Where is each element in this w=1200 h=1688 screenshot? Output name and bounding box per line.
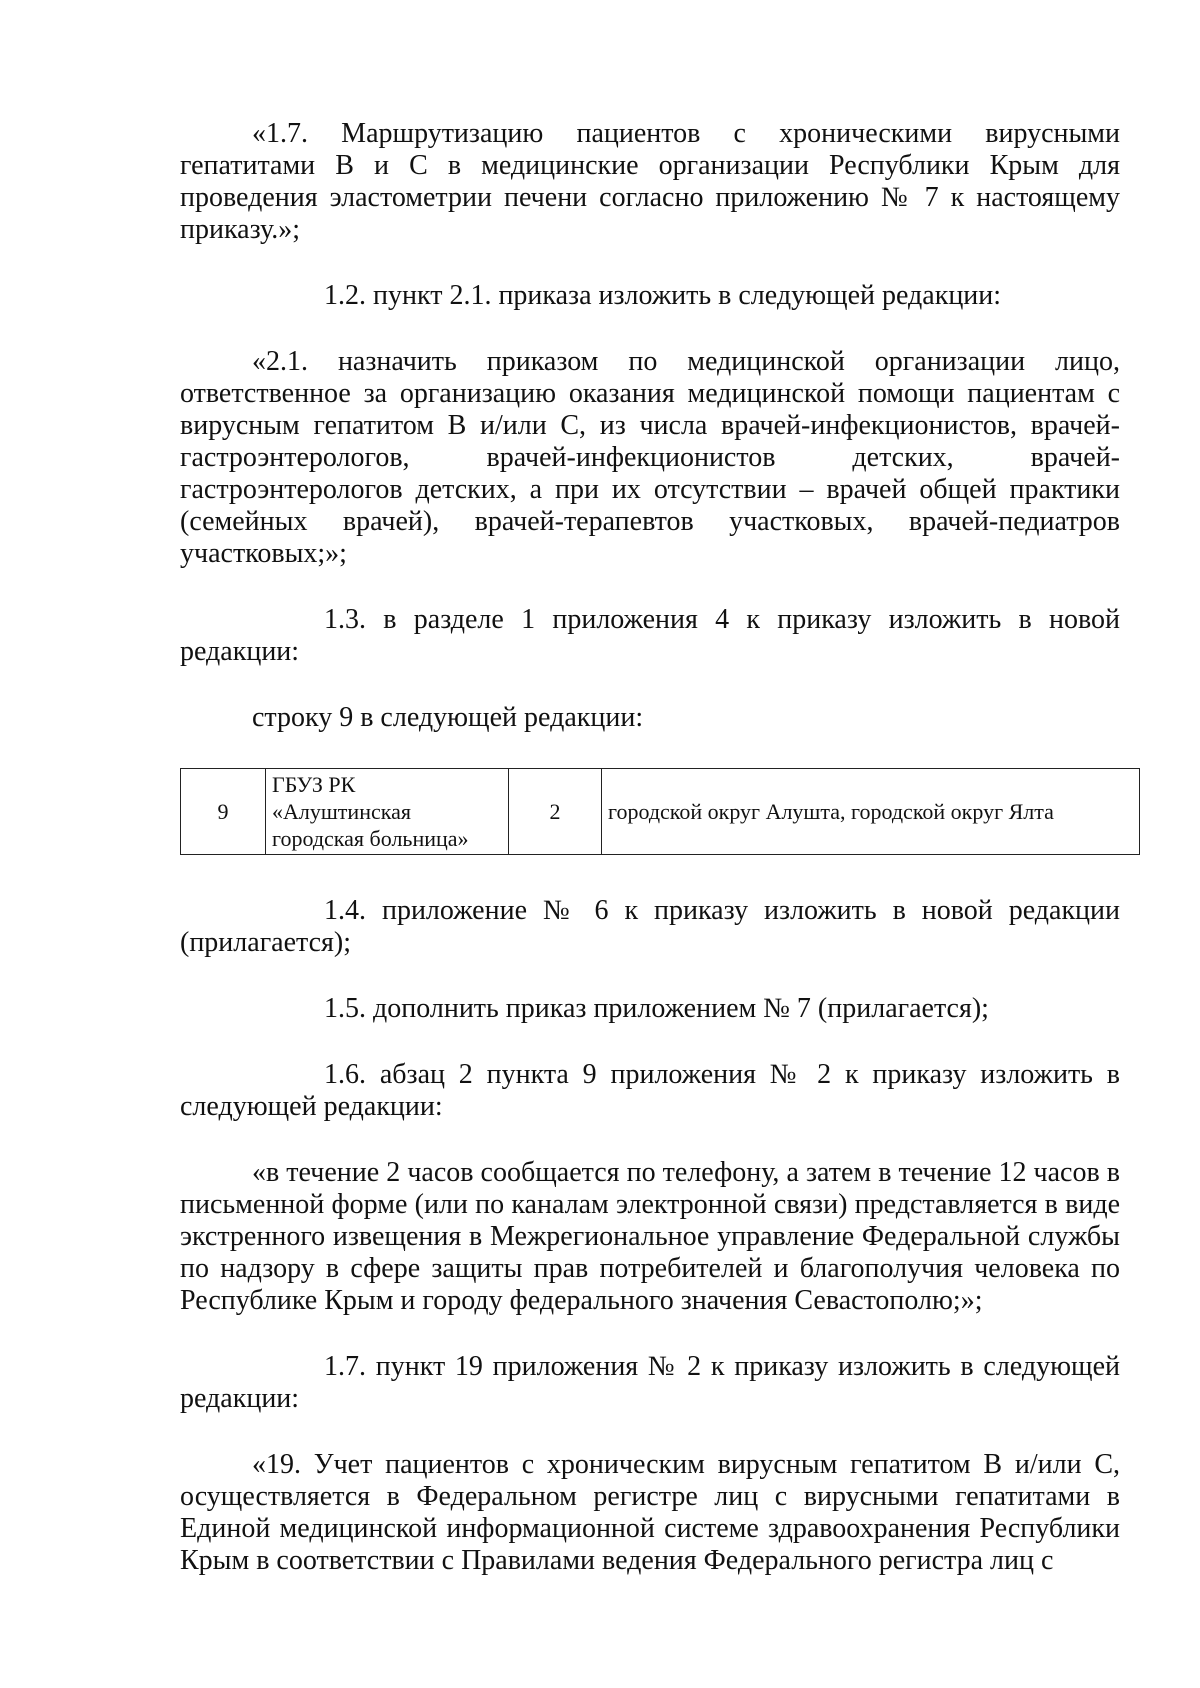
paragraph-1-6: [180, 1059, 1120, 1123]
org-line: «Алуштинская: [272, 799, 411, 824]
paragraph-1-7-item19: [180, 1351, 1120, 1415]
paragraph-1-7-routing: «1.7. Маршрутизацию пациентов с хроническими вирусными гепатитами В и С в медицинские организации Республики Крым для проведения эластометрии печени согласно приложению № 7 к настоящему приказу.»;: [180, 118, 1120, 245]
item-number: 1.4.: [324, 895, 366, 926]
paragraph-1-3: [180, 604, 1120, 668]
paragraph-1-2: [180, 280, 1120, 312]
item-text: абзац 2 пункта 9 приложения № 2 к приказу изложить в следующей редакции:: [180, 1059, 1120, 1122]
organization-table: [180, 768, 1140, 855]
paragraph-1-5: [180, 993, 1120, 1025]
item-text: дополнить приказ приложением № 7 (прилагается);: [373, 993, 989, 1024]
paragraph-notification-quote: «в течение 2 часов сообщается по телефону, а затем в течение 12 часов в письменной форме (или по каналам электронной связи) представляется в виде экстренного извещения в Межрегиональное управление Федеральной службы по надзору в сфере защиты прав потребителей и благополучия человека по Республике Крым и городу федерального значения Севастополю;»;: [180, 1157, 1120, 1316]
org-line: городская больница»: [272, 826, 469, 851]
item-text: пункт 2.1. приказа изложить в следующей редакции:: [373, 280, 1002, 311]
item-number: 1.3.: [324, 604, 366, 635]
item-number: 1.5.: [324, 993, 366, 1024]
item-number: 1.6.: [324, 1059, 366, 1090]
paragraph-2-1-quote: «2.1. назначить приказом по медицинской организации лицо, ответственное за организацию оказания медицинской помощи пациентам с вирусным гепатитом В и/или С, из числа врачей-инфекционистов, врачей-гастроэнтерологов, врачей-инфекционистов детских, врачей-гастроэнтерологов детских, а при их отсутствии – врачей общей практики (семейных врачей), врачей-терапевтов участковых, врачей-педиатров участковых;»;: [180, 346, 1120, 569]
item-number: 1.7.: [324, 1351, 366, 1382]
item-text: в разделе 1 приложения 4 к приказу изложить в новой редакции:: [180, 604, 1121, 667]
paragraph-row-9: строку 9 в следующей редакции:: [252, 702, 644, 733]
item-text: приложение № 6 к приказу изложить в новой редакции (прилагается);: [180, 895, 1121, 958]
item-number: 1.2.: [324, 280, 366, 311]
table-row: [181, 769, 1140, 855]
org-line: ГБУЗ РК: [272, 772, 356, 797]
paragraph-19-quote: «19. Учет пациентов с хроническим вирусным гепатитом В и/или С, осуществляется в Федеральном регистре лиц с вирусными гепатитами в Единой медицинской информационной системе здравоохранения Республики Крым в соответствии с Правилами ведения Федерального регистра лиц с: [180, 1449, 1120, 1576]
table-cell-organization: [266, 769, 509, 855]
table-cell-area: городской округ Алушта, городской округ Ялта: [602, 769, 1140, 855]
table-wrapper: [180, 768, 1120, 855]
table-cell-number: 9: [181, 769, 266, 855]
table-cell-count: 2: [509, 769, 602, 855]
document-body: [180, 118, 1120, 1611]
item-text: пункт 19 приложения № 2 к приказу изложить в следующей редакции:: [180, 1351, 1120, 1414]
paragraph-1-4: [180, 895, 1120, 959]
